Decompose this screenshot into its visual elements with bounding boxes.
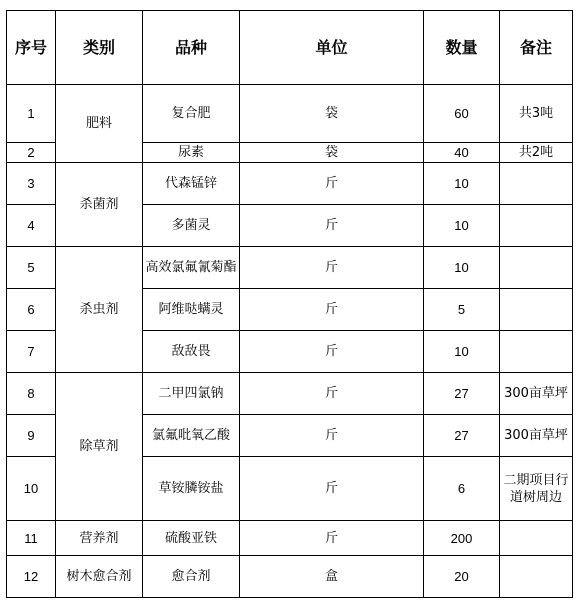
cell-category-herbicide: 除草剂 — [56, 373, 143, 521]
cell-seq: 12 — [7, 556, 56, 598]
cell-seq: 9 — [7, 415, 56, 457]
cell-remark: 共2吨 — [500, 143, 573, 163]
table-row — [7, 163, 573, 205]
cell-seq: 8 — [7, 373, 56, 415]
cell-remark: 300亩草坪 — [500, 415, 573, 457]
cell-quantity: 27 — [424, 373, 500, 415]
cell-variety: 高效氯氟氰菊酯 — [143, 247, 240, 289]
cell-unit: 斤 — [240, 289, 424, 331]
cell-variety: 氯氟吡氧乙酸 — [143, 415, 240, 457]
cell-quantity: 10 — [424, 247, 500, 289]
cell-category-insecticide: 杀虫剂 — [56, 247, 143, 373]
cell-quantity: 60 — [424, 85, 500, 143]
table-row — [7, 556, 573, 598]
header-category: 类别 — [56, 11, 143, 85]
cell-quantity: 10 — [424, 163, 500, 205]
cell-variety: 愈合剂 — [143, 556, 240, 598]
cell-remark: 共3吨 — [500, 85, 573, 143]
table-row — [7, 373, 573, 415]
cell-quantity: 5 — [424, 289, 500, 331]
header-row — [7, 11, 573, 85]
table-row — [7, 85, 573, 143]
cell-variety: 复合肥 — [143, 85, 240, 143]
table-row — [7, 521, 573, 556]
cell-variety: 尿素 — [143, 143, 240, 163]
cell-unit: 斤 — [240, 457, 424, 521]
cell-category-nutrient: 营养剂 — [56, 521, 143, 556]
cell-unit: 斤 — [240, 331, 424, 373]
cell-unit: 斤 — [240, 163, 424, 205]
cell-unit: 斤 — [240, 205, 424, 247]
cell-quantity: 40 — [424, 143, 500, 163]
cell-seq: 6 — [7, 289, 56, 331]
header-unit: 单位 — [240, 11, 424, 85]
cell-quantity: 10 — [424, 331, 500, 373]
cell-category-fungicide: 杀菌剂 — [56, 163, 143, 247]
cell-category-tree-healing: 树木愈合剂 — [56, 556, 143, 598]
cell-remark — [500, 205, 573, 247]
cell-remark — [500, 556, 573, 598]
header-seq: 序号 — [7, 11, 56, 85]
cell-quantity: 20 — [424, 556, 500, 598]
cell-unit: 盒 — [240, 556, 424, 598]
cell-category-fertilizer: 肥料 — [56, 85, 143, 163]
cell-seq: 5 — [7, 247, 56, 289]
cell-remark: 二期项目行道树周边 — [500, 457, 573, 521]
cell-seq: 7 — [7, 331, 56, 373]
cell-remark — [500, 163, 573, 205]
cell-quantity: 6 — [424, 457, 500, 521]
cell-seq: 1 — [7, 85, 56, 143]
cell-variety: 代森锰锌 — [143, 163, 240, 205]
cell-remark: 300亩草坪 — [500, 373, 573, 415]
cell-quantity: 200 — [424, 521, 500, 556]
header-variety: 品种 — [143, 11, 240, 85]
cell-remark — [500, 247, 573, 289]
cell-unit: 袋 — [240, 143, 424, 163]
cell-unit: 斤 — [240, 415, 424, 457]
header-quantity: 数量 — [424, 11, 500, 85]
cell-variety: 敌敌畏 — [143, 331, 240, 373]
cell-seq: 2 — [7, 143, 56, 163]
cell-unit: 斤 — [240, 247, 424, 289]
cell-unit: 斤 — [240, 373, 424, 415]
supplies-table — [6, 10, 573, 598]
cell-seq: 4 — [7, 205, 56, 247]
cell-quantity: 10 — [424, 205, 500, 247]
cell-remark — [500, 331, 573, 373]
cell-unit: 斤 — [240, 521, 424, 556]
cell-variety: 硫酸亚铁 — [143, 521, 240, 556]
cell-seq: 11 — [7, 521, 56, 556]
cell-remark — [500, 289, 573, 331]
cell-variety: 二甲四氯钠 — [143, 373, 240, 415]
cell-remark — [500, 521, 573, 556]
cell-seq: 10 — [7, 457, 56, 521]
table-row — [7, 247, 573, 289]
cell-quantity: 27 — [424, 415, 500, 457]
cell-variety: 多菌灵 — [143, 205, 240, 247]
cell-unit: 袋 — [240, 85, 424, 143]
cell-seq: 3 — [7, 163, 56, 205]
cell-variety: 草铵膦铵盐 — [143, 457, 240, 521]
cell-variety: 阿维哒螨灵 — [143, 289, 240, 331]
header-remark: 备注 — [500, 11, 573, 85]
